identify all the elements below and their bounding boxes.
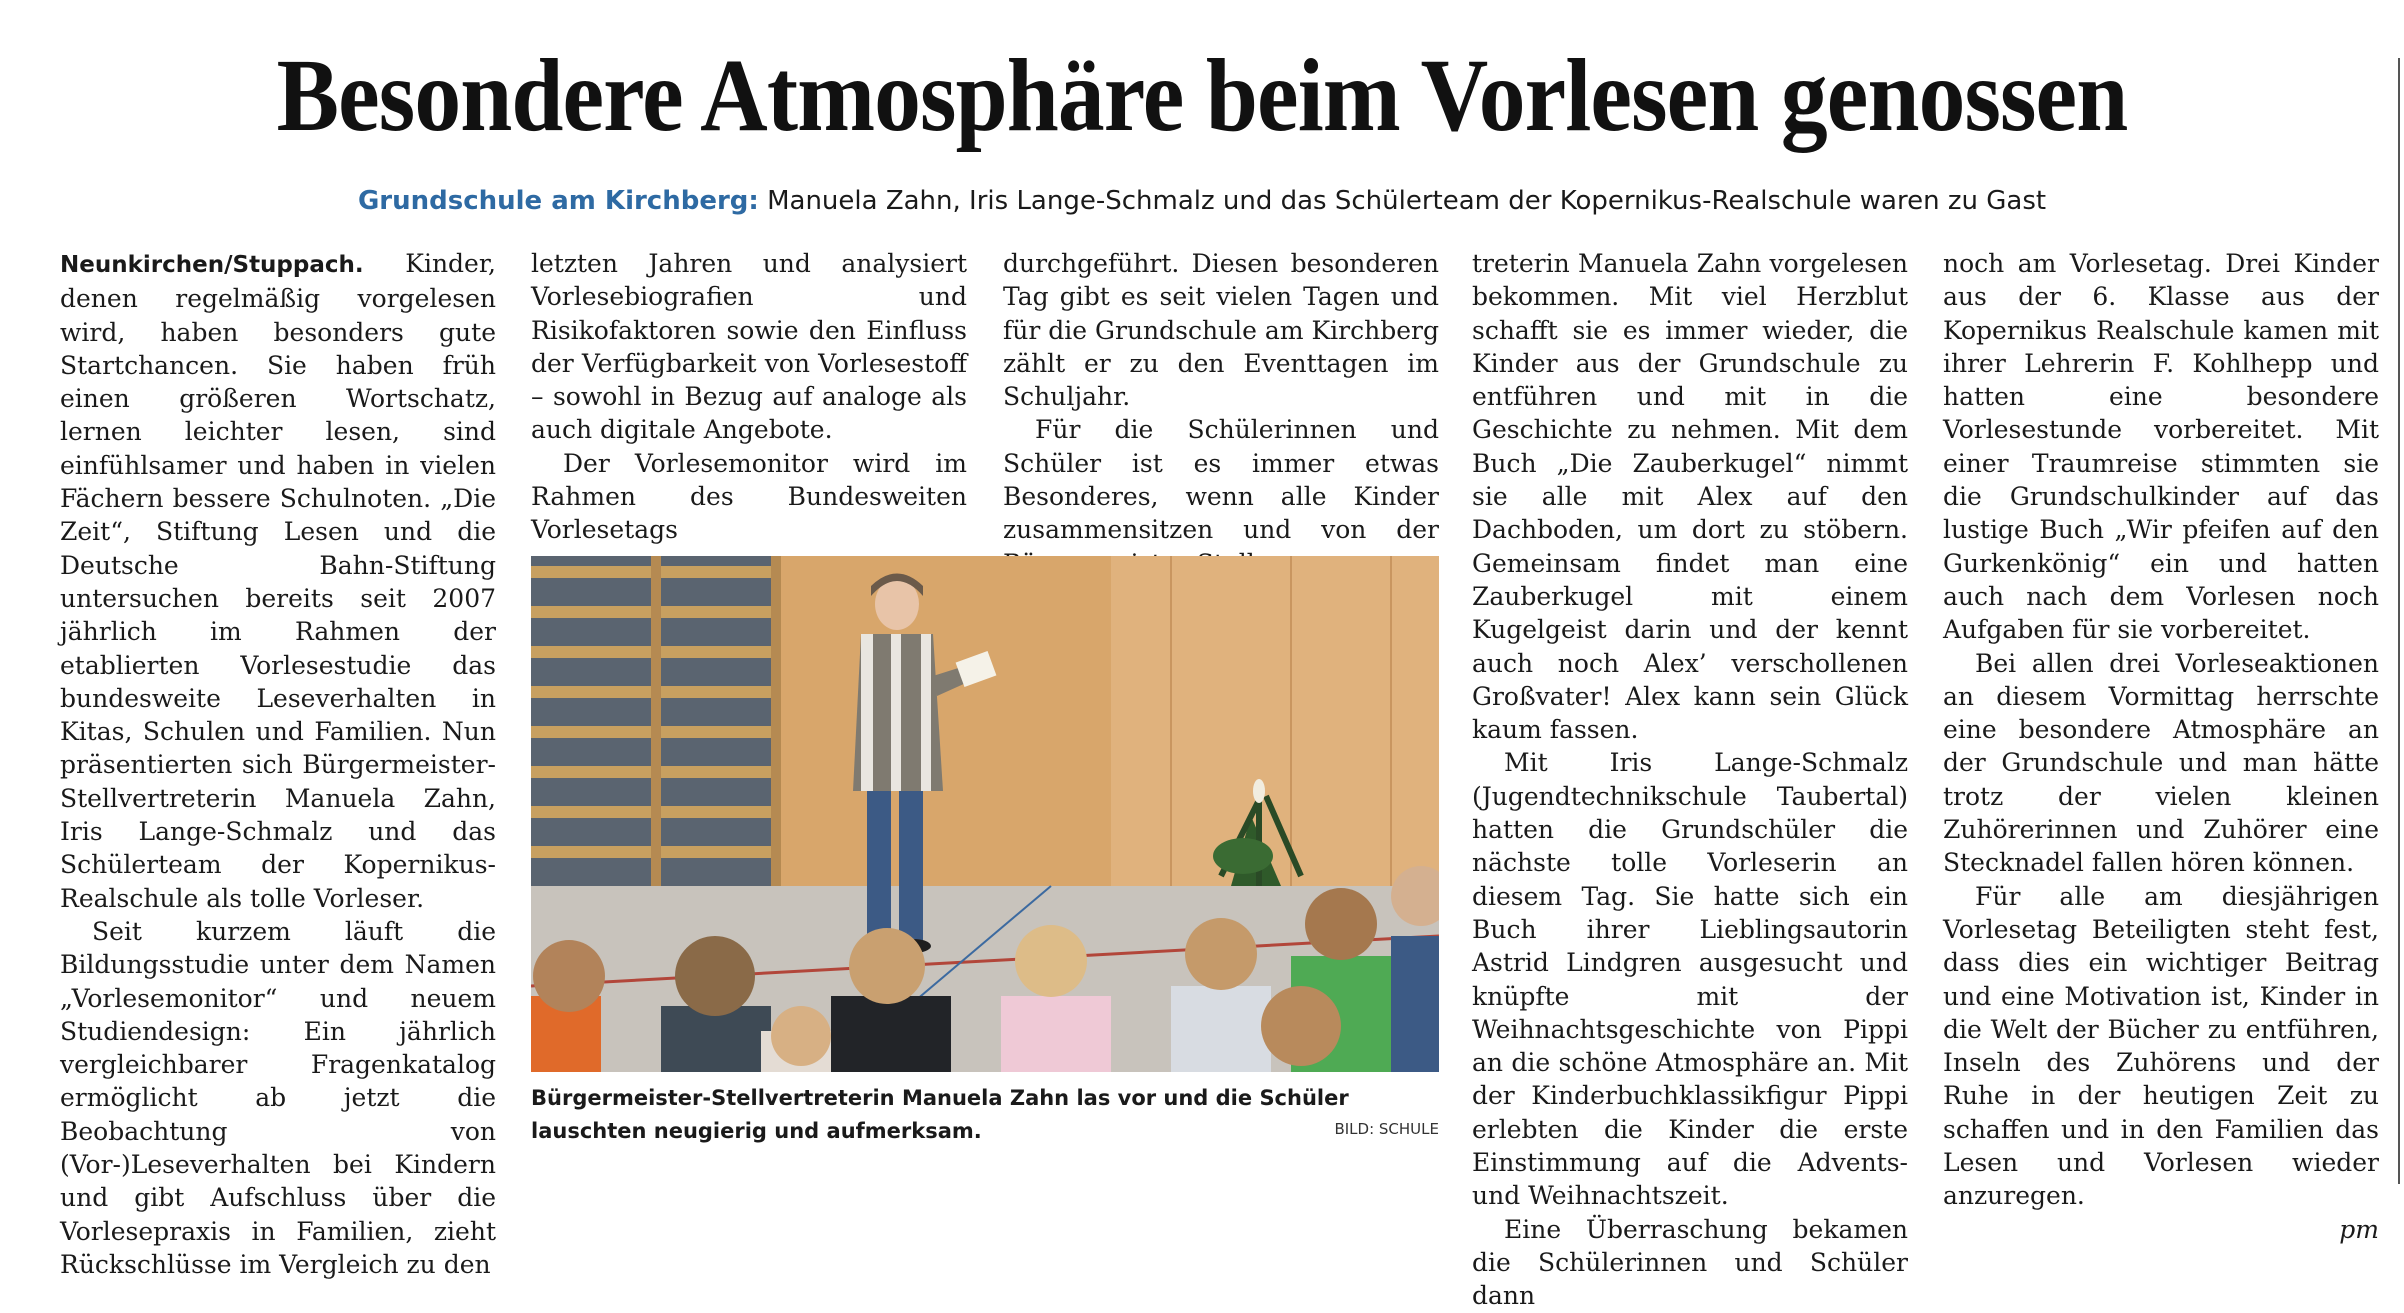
paragraph: Eine Überraschung bekamen die Schülerinnen und Schüler dann <box>1472 1214 1908 1311</box>
paragraph <box>60 247 496 915</box>
photo-credit: BILD: SCHULE <box>1334 1120 1439 1138</box>
paragraph: Bei allen drei Vorleseaktionen an diesem Vormittag herrschte eine besondere Atmosphäre an der Grundschule und man hätte trotz der vielen kleinen Zuhörerinnen und Zuhörer eine Stecknadel fallen hören können. <box>1943 648 2379 878</box>
paragraph: Der Vorlesemonitor wird im Rahmen des Bundesweiten Vorlesetags <box>531 448 967 545</box>
subheadline-text: Manuela Zahn, Iris Lange-Schmalz und das Schülerteam der Kopernikus-Realschule waren zu Gast <box>767 186 2047 216</box>
kicker: Grundschule am Kirchberg: <box>357 186 759 216</box>
photo-caption: Bürgermeister-Stellvertreterin Manuela Zahn las vor und die Schüler lauschten neugierig und aufmerksam. <box>531 1086 1349 1143</box>
column-rule <box>2398 58 2400 1184</box>
paragraph: Mit Iris Lange-Schmalz (Jugendtechnikschule Taubertal) hatten die Grundschüler die nächste tolle Vorleserin an diesem Tag. Sie hatte sich ein Buch ihrer Lieblingsautorin Astrid Lindgren ausgesucht und knüpfte mit der Weihnachtsgeschichte von Pippi an die schöne Atmosphäre an. Mit der Kinderbuchklassikfigur Pippi erlebten die Kinder die erste Einstimmung auf die Advents- und Weihnachtszeit. <box>1472 748 1908 1211</box>
column-4 <box>1472 247 1908 1313</box>
wall-right <box>1111 556 1439 886</box>
author-signature: pm <box>2339 1214 2379 1244</box>
paragraph: durchgeführt. Diesen besonderen Tag gibt es seit vielen Tagen und für die Grundschule am Kirchberg zählt er zu den Eventtagen im Schuljahr. <box>1003 249 1439 412</box>
wood-panel <box>781 556 1111 886</box>
subheadline <box>0 183 2404 219</box>
paragraph: noch am Vorlesetag. Drei Kinder aus der 6. Klasse aus der Kopernikus Realschule kamen mit ihrer Lehrerin F. Kohlhepp und hatten eine besondere Vorlesestunde vorbereitet. Mit einer Traumreise stimmten sie die Grundschulkinder auf das lustige Buch „Wir pfeifen auf den Gurkenkönig“ ein und hatten auch nach dem Vorlesen noch Aufgaben für sie vorbereitet. <box>1943 249 2379 645</box>
column-3 <box>1003 247 1439 580</box>
paragraph: treterin Manuela Zahn vorgelesen bekommen. Mit viel Herzblut schafft sie es immer wieder, die Kinder aus der Grundschule zu entführen und mit in die Geschichte zu nehmen. Mit dem Buch „Die Zauberkugel“ nimmt sie alle mit Alex auf den Dachboden, um dort zu stöbern. Gemeinsam findet man eine Zauberkugel mit einem Kugelgeist darin und der kennt auch noch Alex’ verschollenen Großvater! Alex kann sein Glück kaum fassen. <box>1472 249 1908 745</box>
paragraph: Für alle am diesjährigen Vorlesetag Beteiligten steht fest, dass dies ein wichtiger Beitrag und eine Motivation ist, Kinder in die Welt der Bücher zu entführen, Inseln des Zuhörens und der Ruhe in der heutigen Zeit zu schaffen und in den Familien das Lesen und Vorlesen wieder anzuregen. <box>1943 881 2379 1211</box>
article-photo <box>531 556 1439 1072</box>
paragraph: Für die Schülerinnen und Schüler ist es immer etwas Besonderes, wenn alle Kinder zusammensitzen und von der <box>1003 415 1439 545</box>
paragraph: letzten Jahren und analysiert Vorlesebiografien und Risikofaktoren sowie den Einfluss der Verfügbarkeit von Vorlesestoff – sowohl in Bezug auf analoge als auch digitale Angebote. <box>531 249 967 445</box>
photo-illustration <box>531 556 1439 1072</box>
column-1 <box>60 247 496 1281</box>
paragraph: Seit kurzem läuft die Bildungsstudie unter dem Namen „Vorlesemonitor“ und neuem Studiendesign: Ein jährlich vergleichbarer Fragenkatalog ermöglicht ab jetzt die Beobachtung von (Vor-)Leseverhalten bei Kindern und gibt Aufschluss über die Vorlesepraxis in Familien, zieht Rückschlüsse im Vergleich zu den <box>60 916 496 1279</box>
paragraph-text: Kinder, denen regelmäßig vorgelesen wird, haben besonders gute Startchancen. Sie haben früh einen größeren Wortschatz, lernen leichter lesen, sind einfühlsamer und haben in vielen Fächern bessere Schulnoten. „Die Zeit“, Stiftung Lesen und die Deutsche Bahn-Stiftung untersuchen bereits seit 2007 jährlich im Rahmen der etablierten Vorlesestudie das bundesweite Leseverhalten in Kitas, Schulen und Familien. Nun präsentierten sich Bürgermeister-Stellvertreterin Manuela Zahn, Iris Lange-Schmalz und das Schülerteam der Kopernikus-Realschule als tolle Vorleser. <box>60 249 496 913</box>
dateline: Neunkirchen/Stuppach. <box>60 252 364 278</box>
headline: Besondere Atmosphäre beim Vorlesen genossen <box>276 38 2128 153</box>
column-2 <box>531 247 967 547</box>
column-5 <box>1943 247 2379 1246</box>
